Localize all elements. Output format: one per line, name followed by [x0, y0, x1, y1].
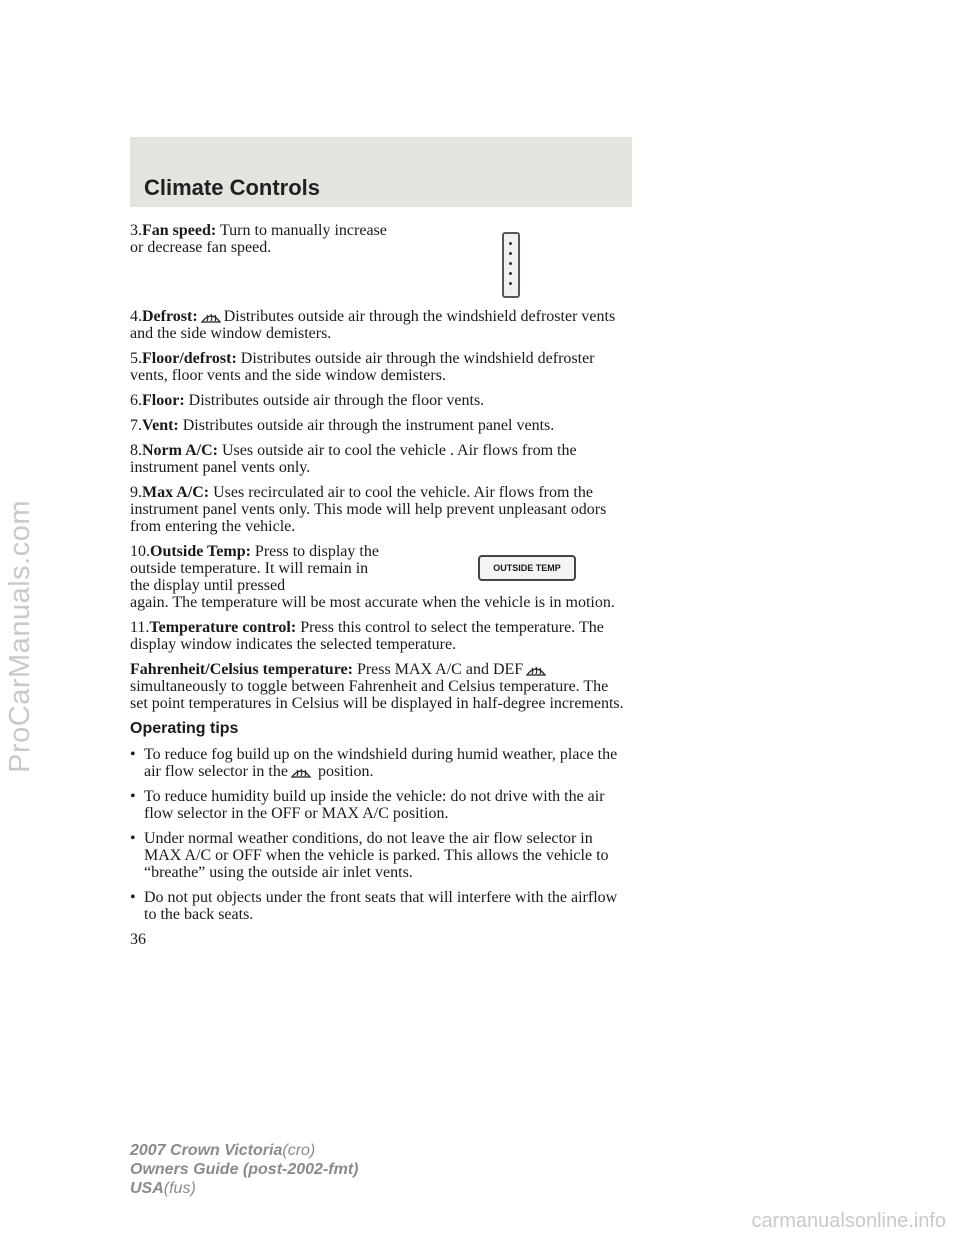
item-number: 10.: [130, 543, 150, 560]
floor-defrost-item: [130, 350, 630, 384]
item-text-continued: again. The temperature will be most accurate when the vehicle is in motion.: [130, 594, 615, 611]
item-term: Floor:: [142, 392, 185, 409]
bullet: •: [130, 746, 136, 763]
item-number: 6.: [130, 392, 142, 409]
defrost-item: [130, 308, 630, 342]
defrost-icon: [290, 763, 312, 780]
list-item: • To reduce fog build up on the windshield during humid weather, place the air flow selector in the position.: [130, 746, 618, 780]
item-term: Temperature control:: [149, 619, 297, 636]
manual-content: [130, 222, 630, 948]
item-text: Uses outside air to cool the vehicle . Air flows from the instrument panel vents only.: [130, 442, 577, 476]
item-text: Distributes outside air through the floor vents.: [188, 392, 485, 409]
outside-temp-button-icon: OUTSIDE TEMP: [478, 555, 576, 581]
item-number: 9.: [130, 484, 142, 501]
item-term: Fan speed:: [142, 222, 217, 239]
bullet: •: [130, 889, 136, 906]
item-term: Vent:: [142, 417, 179, 434]
side-watermark: ProCarManuals.com: [4, 500, 36, 773]
item-number: 5.: [130, 350, 142, 367]
item-text: Turn to manually increase or decrease fan speed.: [130, 222, 387, 256]
max-ac-item: [130, 484, 630, 535]
item-number: 8.: [130, 442, 142, 459]
item-term: Floor/defrost:: [142, 350, 237, 367]
list-item: • To reduce humidity build up inside the vehicle: do not drive with the air flow selector in the OFF or MAX A/C position.: [130, 788, 605, 822]
bullet: •: [130, 830, 136, 847]
operating-tips-list: [130, 746, 630, 923]
vent-item: [130, 417, 630, 434]
temperature-control-item: [130, 619, 630, 653]
item-term: Defrost:: [142, 308, 198, 325]
fahrenheit-celsius-item: [130, 661, 630, 712]
item-text: Uses recirculated air to cool the vehicle. Air flows from the instrument panel vents only. This mode will help prevent unpleasant odors from entering the vehicle.: [130, 484, 607, 535]
page-number: 36: [130, 931, 146, 948]
floor-item: [130, 392, 630, 409]
bottom-watermark: carmanualsonline.info: [751, 1210, 946, 1232]
list-item: • Under normal weather conditions, do not leave the air flow selector in MAX A/C or OFF when the vehicle is parked. This allows the vehicle to “breathe” using the outside air inlet vents.: [130, 830, 609, 881]
defrost-icon: [525, 661, 547, 678]
item-text: Distributes outside air through the windshield defroster vents and the side window demisters.: [130, 308, 616, 342]
outside-temp-item: [130, 543, 630, 611]
operating-tips-heading: Operating tips: [130, 720, 239, 737]
item-term: Fahrenheit/Celsius temperature:: [130, 661, 353, 678]
section-title: Climate Controls: [144, 175, 321, 200]
item-number: 4.: [130, 308, 142, 325]
item-text: Press MAX A/C and DEF: [356, 661, 524, 678]
defrost-icon: [200, 308, 222, 325]
item-term: Max A/C:: [142, 484, 210, 501]
norm-ac-item: [130, 442, 630, 476]
item-number: 11.: [130, 619, 150, 636]
list-item: • Do not put objects under the front seats that will interfere with the airflow to the back seats.: [130, 889, 618, 923]
item-number: 3.: [130, 222, 142, 239]
item-text: Distributes outside air through the windshield defroster vents, floor vents and the side window demisters.: [130, 350, 595, 384]
item-term: Norm A/C:: [142, 442, 218, 459]
item-term: Outside Temp:: [150, 543, 251, 560]
fan-speed-knob-icon: [502, 232, 520, 298]
item-number: 7.: [130, 417, 142, 434]
section-header: [130, 137, 632, 207]
item-text: Press to display the outside temperature. It will remain in the display until pressed: [130, 543, 379, 594]
bullet: •: [130, 788, 136, 805]
item-text-continued: simultaneously to toggle between Fahrenheit and Celsius temperature. The set point temperatures in Celsius will be displayed in half-degree increments.: [130, 678, 624, 712]
document-footer: 2007 Crown Victoria(cro) Owners Guide (post-2002-fmt) USA(fus): [130, 1142, 359, 1197]
item-text: Press this control to select the temperature. The display window indicates the selected temperature.: [130, 619, 604, 653]
item-text: Distributes outside air through the instrument panel vents.: [182, 417, 555, 434]
fan-speed-item: [130, 222, 630, 308]
